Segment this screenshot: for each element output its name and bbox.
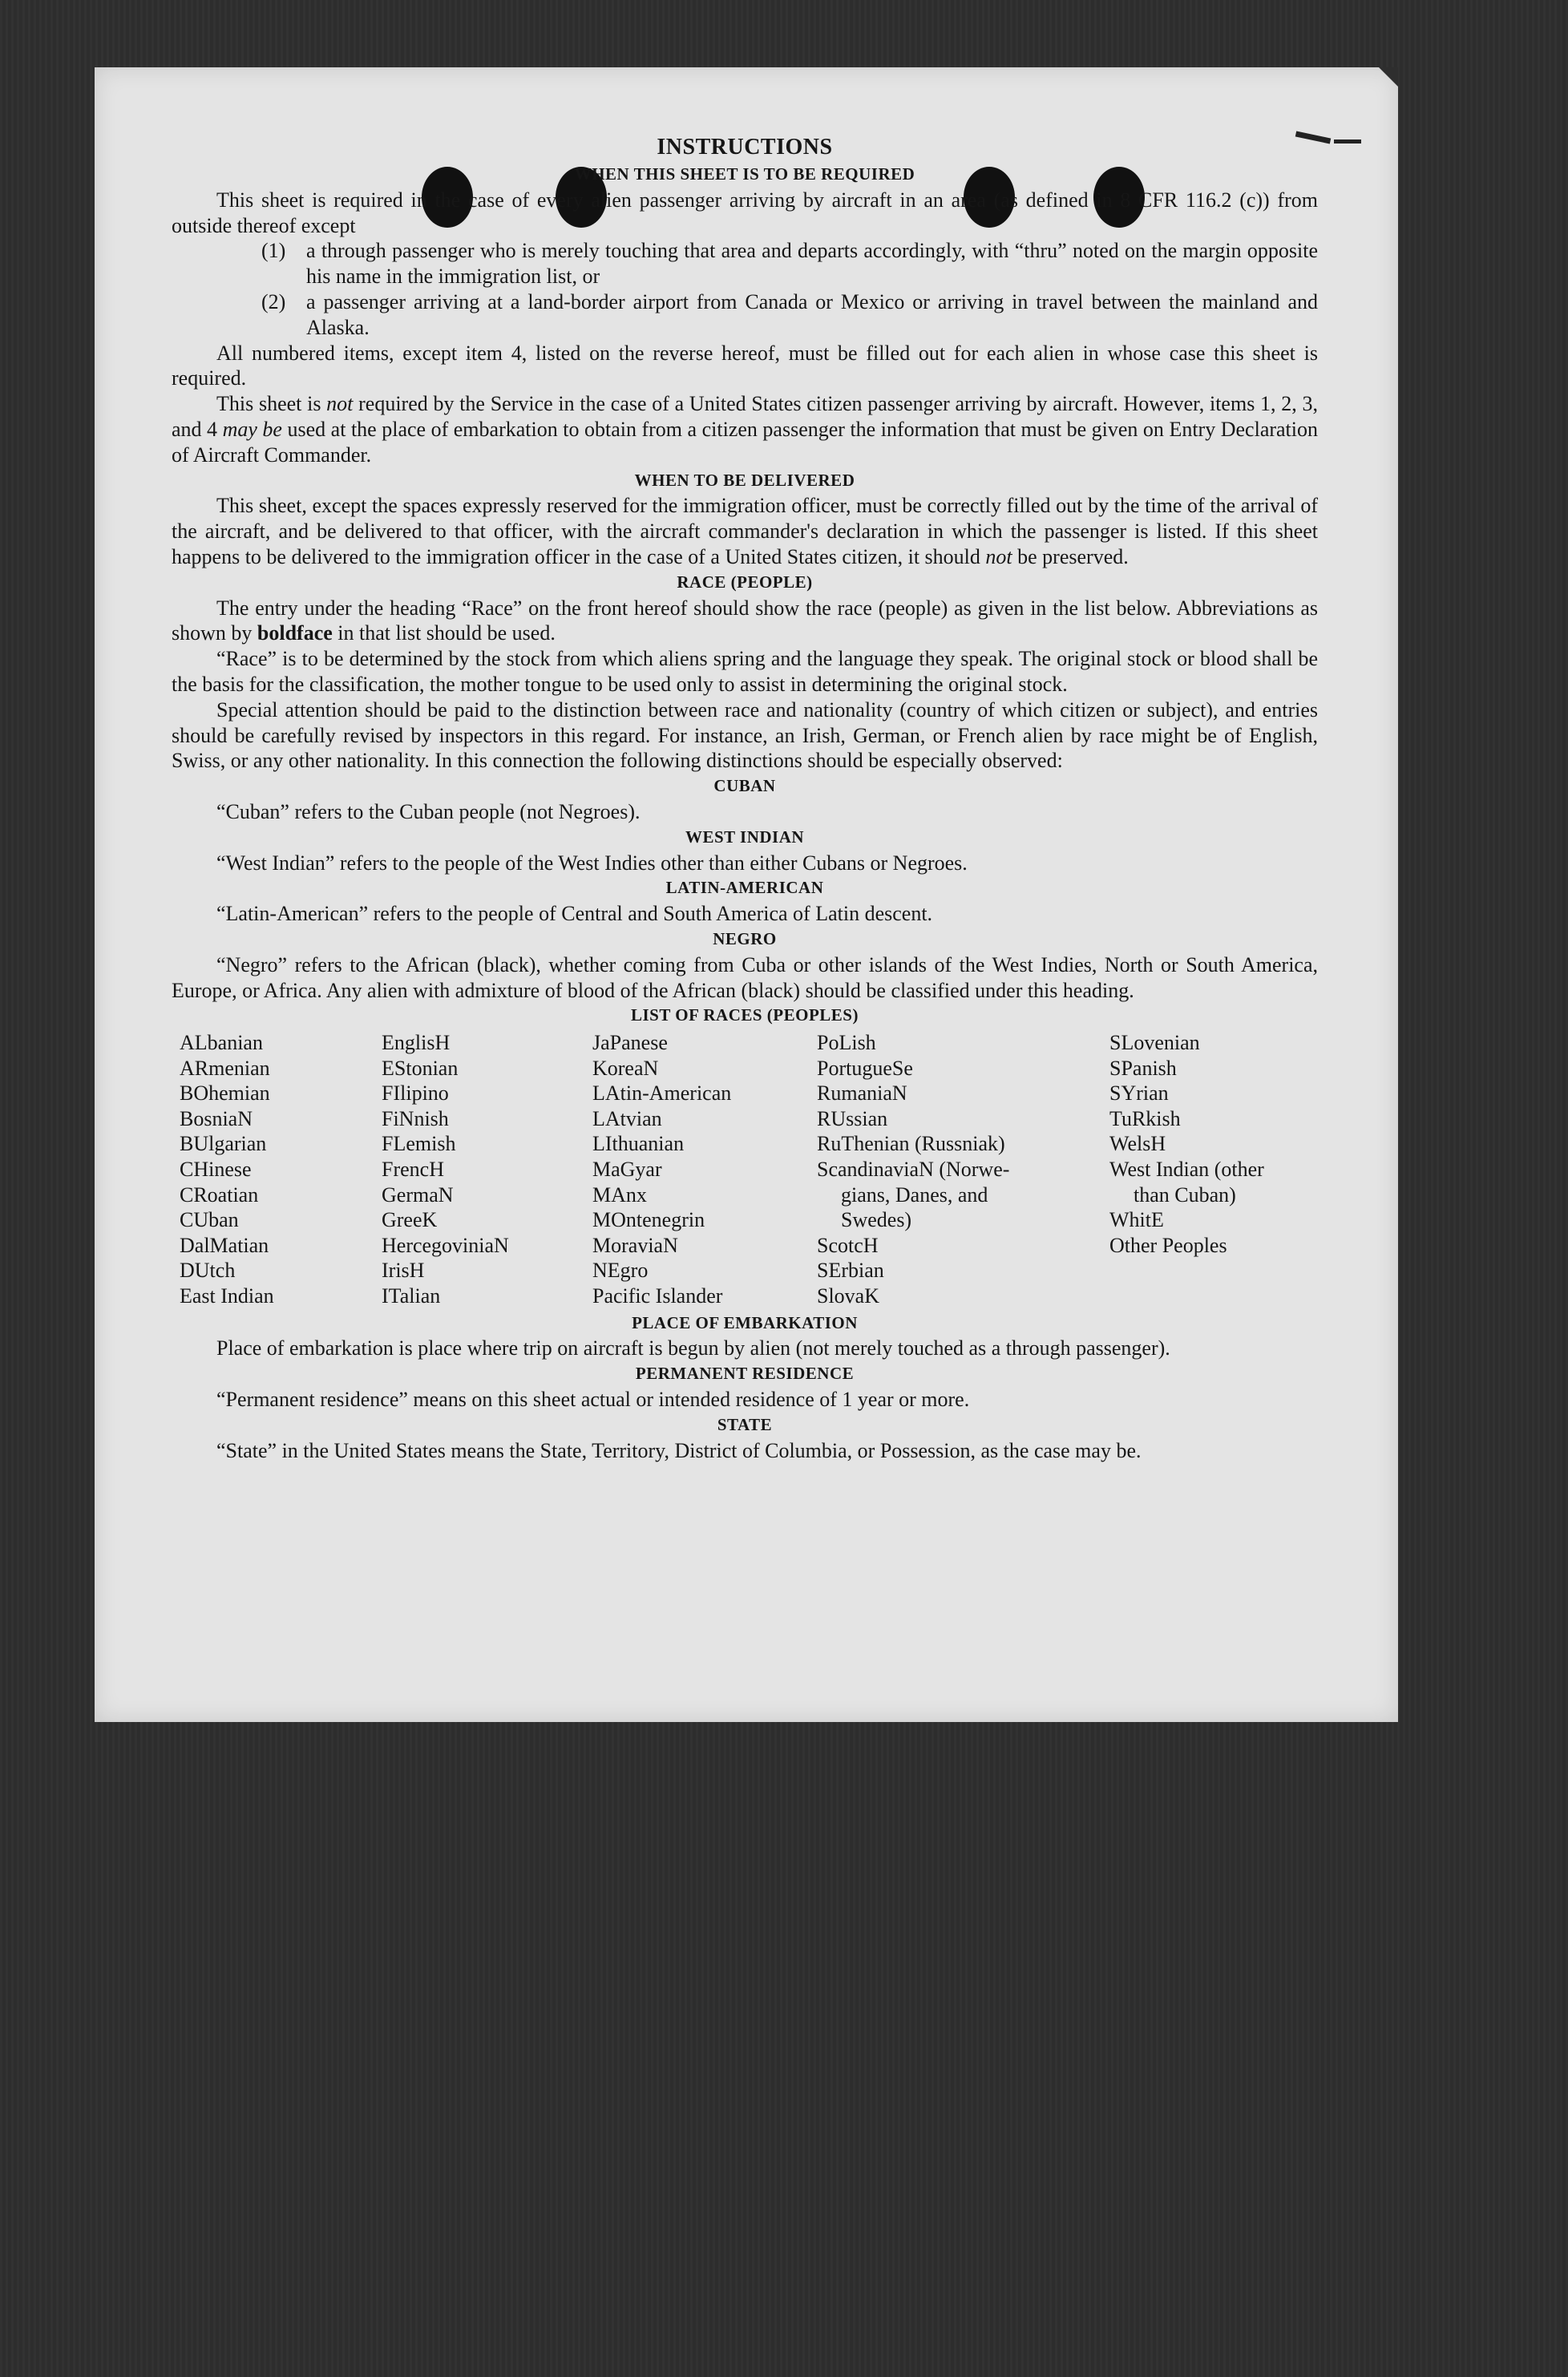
race-entry: LIthuanian bbox=[592, 1132, 685, 1156]
folded-corner bbox=[1379, 67, 1398, 87]
text-run: not bbox=[985, 544, 1012, 568]
list-item bbox=[261, 289, 1318, 341]
race-entry: EnglisH bbox=[382, 1031, 451, 1055]
race-entry: East Indian bbox=[180, 1284, 274, 1308]
text-run: required by the Service in the case of a United States citizen passenger arriving by aircraft. However, items 1, 2, 3, and 4 bbox=[172, 392, 1318, 441]
heading-state: STATE bbox=[717, 1414, 773, 1434]
races-column bbox=[180, 1030, 382, 1309]
text-run: This sheet is bbox=[216, 392, 327, 416]
heading-delivered: WHEN TO BE DELIVERED bbox=[634, 470, 855, 490]
race-entry: EStonian bbox=[382, 1056, 459, 1080]
race-entry: FiNnish bbox=[382, 1106, 449, 1130]
paragraph: “Permanent residence” means on this sheet actual or intended residence of 1 year or more. bbox=[216, 1388, 970, 1412]
race-entry: ARmenian bbox=[180, 1056, 270, 1080]
ink-mark bbox=[1334, 139, 1361, 144]
race-entry: RuThenian (Russniak) bbox=[817, 1132, 1005, 1156]
race-entry: ScotcH bbox=[817, 1233, 879, 1257]
race-entry: NEgro bbox=[592, 1259, 649, 1283]
text-run: not bbox=[326, 392, 354, 416]
item-text: a through passenger who is merely touching that area and departs accordingly, with “thru” noted on the margin opposite his name in the immigration list, or bbox=[306, 239, 1318, 289]
race-entry: SLovenian bbox=[1109, 1031, 1200, 1055]
race-entry: gians, Danes, and bbox=[841, 1182, 988, 1207]
race-entry: GreeK bbox=[382, 1208, 438, 1232]
race-entry: DalMatian bbox=[180, 1233, 269, 1257]
race-entry: BOhemian bbox=[180, 1081, 270, 1106]
document-body bbox=[172, 133, 1318, 1463]
item-number: (1) bbox=[261, 239, 286, 263]
race-entry: CRoatian bbox=[180, 1182, 259, 1207]
paragraph: Special attention should be paid to the distinction between race and nationality (country of which citizen or subject), and entries should be carefully revised by inspectors in this regard. For instance, an Irish, German, or French alien by race might be of English, Swiss, or any other nationality. In this connection the following distinctions should be especially observed: bbox=[172, 697, 1318, 773]
paragraph bbox=[172, 596, 1318, 647]
races-column bbox=[592, 1030, 817, 1309]
heading-latin-american: LATIN-AMERICAN bbox=[665, 878, 824, 898]
paragraph bbox=[172, 493, 1318, 569]
heading-embarkation: PLACE OF EMBARKATION bbox=[632, 1312, 858, 1332]
race-entry: SPanish bbox=[1109, 1056, 1177, 1080]
race-entry: HercegoviniaN bbox=[382, 1233, 509, 1257]
heading-cuban: CUBAN bbox=[713, 776, 776, 796]
race-entry: MOntenegrin bbox=[592, 1208, 705, 1232]
instruction-sheet bbox=[95, 67, 1398, 1722]
race-entry: BosniaN bbox=[180, 1106, 253, 1130]
race-entry: RUssian bbox=[817, 1106, 888, 1130]
race-entry: MAnx bbox=[592, 1182, 647, 1207]
paragraph: “Cuban” refers to the Cuban people (not Negroes). bbox=[216, 799, 641, 823]
paragraph: Place of embarkation is place where trip on aircraft is begun by alien (not merely touched as a through passenger). bbox=[216, 1336, 1170, 1360]
race-entry: Other Peoples bbox=[1109, 1233, 1227, 1257]
race-entry: JaPanese bbox=[592, 1031, 668, 1055]
race-entry: ALbanian bbox=[180, 1031, 263, 1055]
paragraph: This sheet is required in the case of every alien passenger arriving by aircraft in an area (as defined in 8 CFR 116.2 (c)) from outside thereof except bbox=[172, 188, 1318, 237]
race-entry: PoLish bbox=[817, 1031, 876, 1055]
race-entry: WhitE bbox=[1109, 1208, 1164, 1232]
paragraph: “State” in the United States means the State, Territory, District of Columbia, or Possession, as the case may be. bbox=[216, 1438, 1142, 1462]
item-text: a passenger arriving at a land-border airport from Canada or Mexico or arriving in travel between the mainland and Alaska. bbox=[306, 289, 1318, 339]
race-entry: West Indian (other bbox=[1109, 1158, 1264, 1182]
paragraph: “West Indian” refers to the people of the West Indies other than either Cubans or Negroes. bbox=[216, 851, 968, 875]
race-entry: FIlipino bbox=[382, 1081, 449, 1106]
races-column bbox=[817, 1030, 1109, 1309]
race-entry: WelsH bbox=[1109, 1132, 1166, 1156]
paragraph: “Latin-American” refers to the people of Central and South America of Latin descent. bbox=[216, 902, 933, 926]
race-entry: PortugueSe bbox=[817, 1056, 913, 1080]
paragraph bbox=[172, 391, 1318, 467]
text-run: used at the place of embarkation to obtain from a citizen passenger the information that must be given on Entry Declaration of Aircraft Commander. bbox=[172, 417, 1318, 467]
race-entry: IrisH bbox=[382, 1259, 425, 1283]
race-entry: than Cuban) bbox=[1134, 1182, 1236, 1207]
paragraph: “Race” is to be determined by the stock from which aliens spring and the language they speak. The original stock or blood shall be the basis for the classification, the mother tongue to be used only to assist in determining the original stock. bbox=[172, 647, 1318, 696]
race-entry: SlovaK bbox=[817, 1284, 879, 1308]
text-run: may be bbox=[222, 417, 282, 441]
race-entry: MaGyar bbox=[592, 1158, 662, 1182]
text-run: The entry under the heading “Race” on the front hereof should show the race (people) as given in the list below. Abbreviations as shown by bbox=[172, 596, 1318, 645]
heading-negro: NEGRO bbox=[713, 928, 777, 948]
race-entry: DUtch bbox=[180, 1259, 236, 1283]
heading-west-indian: WEST INDIAN bbox=[685, 827, 805, 847]
text-run: This sheet, except the spaces expressly reserved for the immigration officer, must be correctly filled out by the time of the arrival of the aircraft, and be delivered to that officer, with the aircraft commander's declaration in which the passenger is listed. If this sheet happens to be delivered to the immigration officer in the case of a United States citizen, it should bbox=[172, 494, 1318, 568]
race-entry: CHinese bbox=[180, 1158, 252, 1182]
race-entry: GermaN bbox=[382, 1182, 454, 1207]
text-run: boldface bbox=[257, 621, 333, 645]
race-entry: Swedes) bbox=[841, 1208, 912, 1232]
race-entry: KoreaN bbox=[592, 1056, 659, 1080]
races-list bbox=[180, 1030, 1318, 1309]
page-title: INSTRUCTIONS bbox=[657, 135, 833, 160]
race-entry: ITalian bbox=[382, 1284, 441, 1308]
heading-required: WHEN THIS SHEET IS TO BE REQUIRED bbox=[574, 164, 915, 184]
race-entry: Pacific Islander bbox=[592, 1284, 723, 1308]
race-entry: BUlgarian bbox=[180, 1132, 267, 1156]
races-column bbox=[1109, 1030, 1326, 1309]
race-entry: LAtvian bbox=[592, 1106, 662, 1130]
text-run: in that list should be used. bbox=[332, 621, 556, 645]
paragraph: All numbered items, except item 4, listed on the reverse hereof, must be filled out for each alien in whose case this sheet is required. bbox=[172, 341, 1318, 390]
race-entry: SErbian bbox=[817, 1259, 884, 1283]
race-entry: LAtin-American bbox=[592, 1081, 732, 1106]
paragraph: “Negro” refers to the African (black), whether coming from Cuba or other islands of the West Indies, North or South America, Europe, or Africa. Any alien with admixture of blood of the African (black) should be classified under this heading. bbox=[172, 952, 1318, 1002]
heading-residence: PERMANENT RESIDENCE bbox=[635, 1364, 855, 1384]
race-entry: SYrian bbox=[1109, 1081, 1169, 1106]
race-entry: MoraviaN bbox=[592, 1233, 678, 1257]
heading-list-of-races: LIST OF RACES (PEOPLES) bbox=[631, 1005, 859, 1025]
race-entry: ScandinaviaN (Norwe- bbox=[817, 1158, 1010, 1182]
list-item bbox=[261, 238, 1318, 289]
text-run: be preserved. bbox=[1012, 544, 1129, 568]
race-entry: FrencH bbox=[382, 1158, 444, 1182]
race-entry: FLemish bbox=[382, 1132, 456, 1156]
race-entry: TuRkish bbox=[1109, 1106, 1181, 1130]
race-entry: RumaniaN bbox=[817, 1081, 907, 1106]
race-entry: CUban bbox=[180, 1208, 239, 1232]
item-number: (2) bbox=[261, 289, 286, 313]
heading-race: RACE (PEOPLE) bbox=[677, 572, 813, 592]
races-column bbox=[382, 1030, 592, 1309]
